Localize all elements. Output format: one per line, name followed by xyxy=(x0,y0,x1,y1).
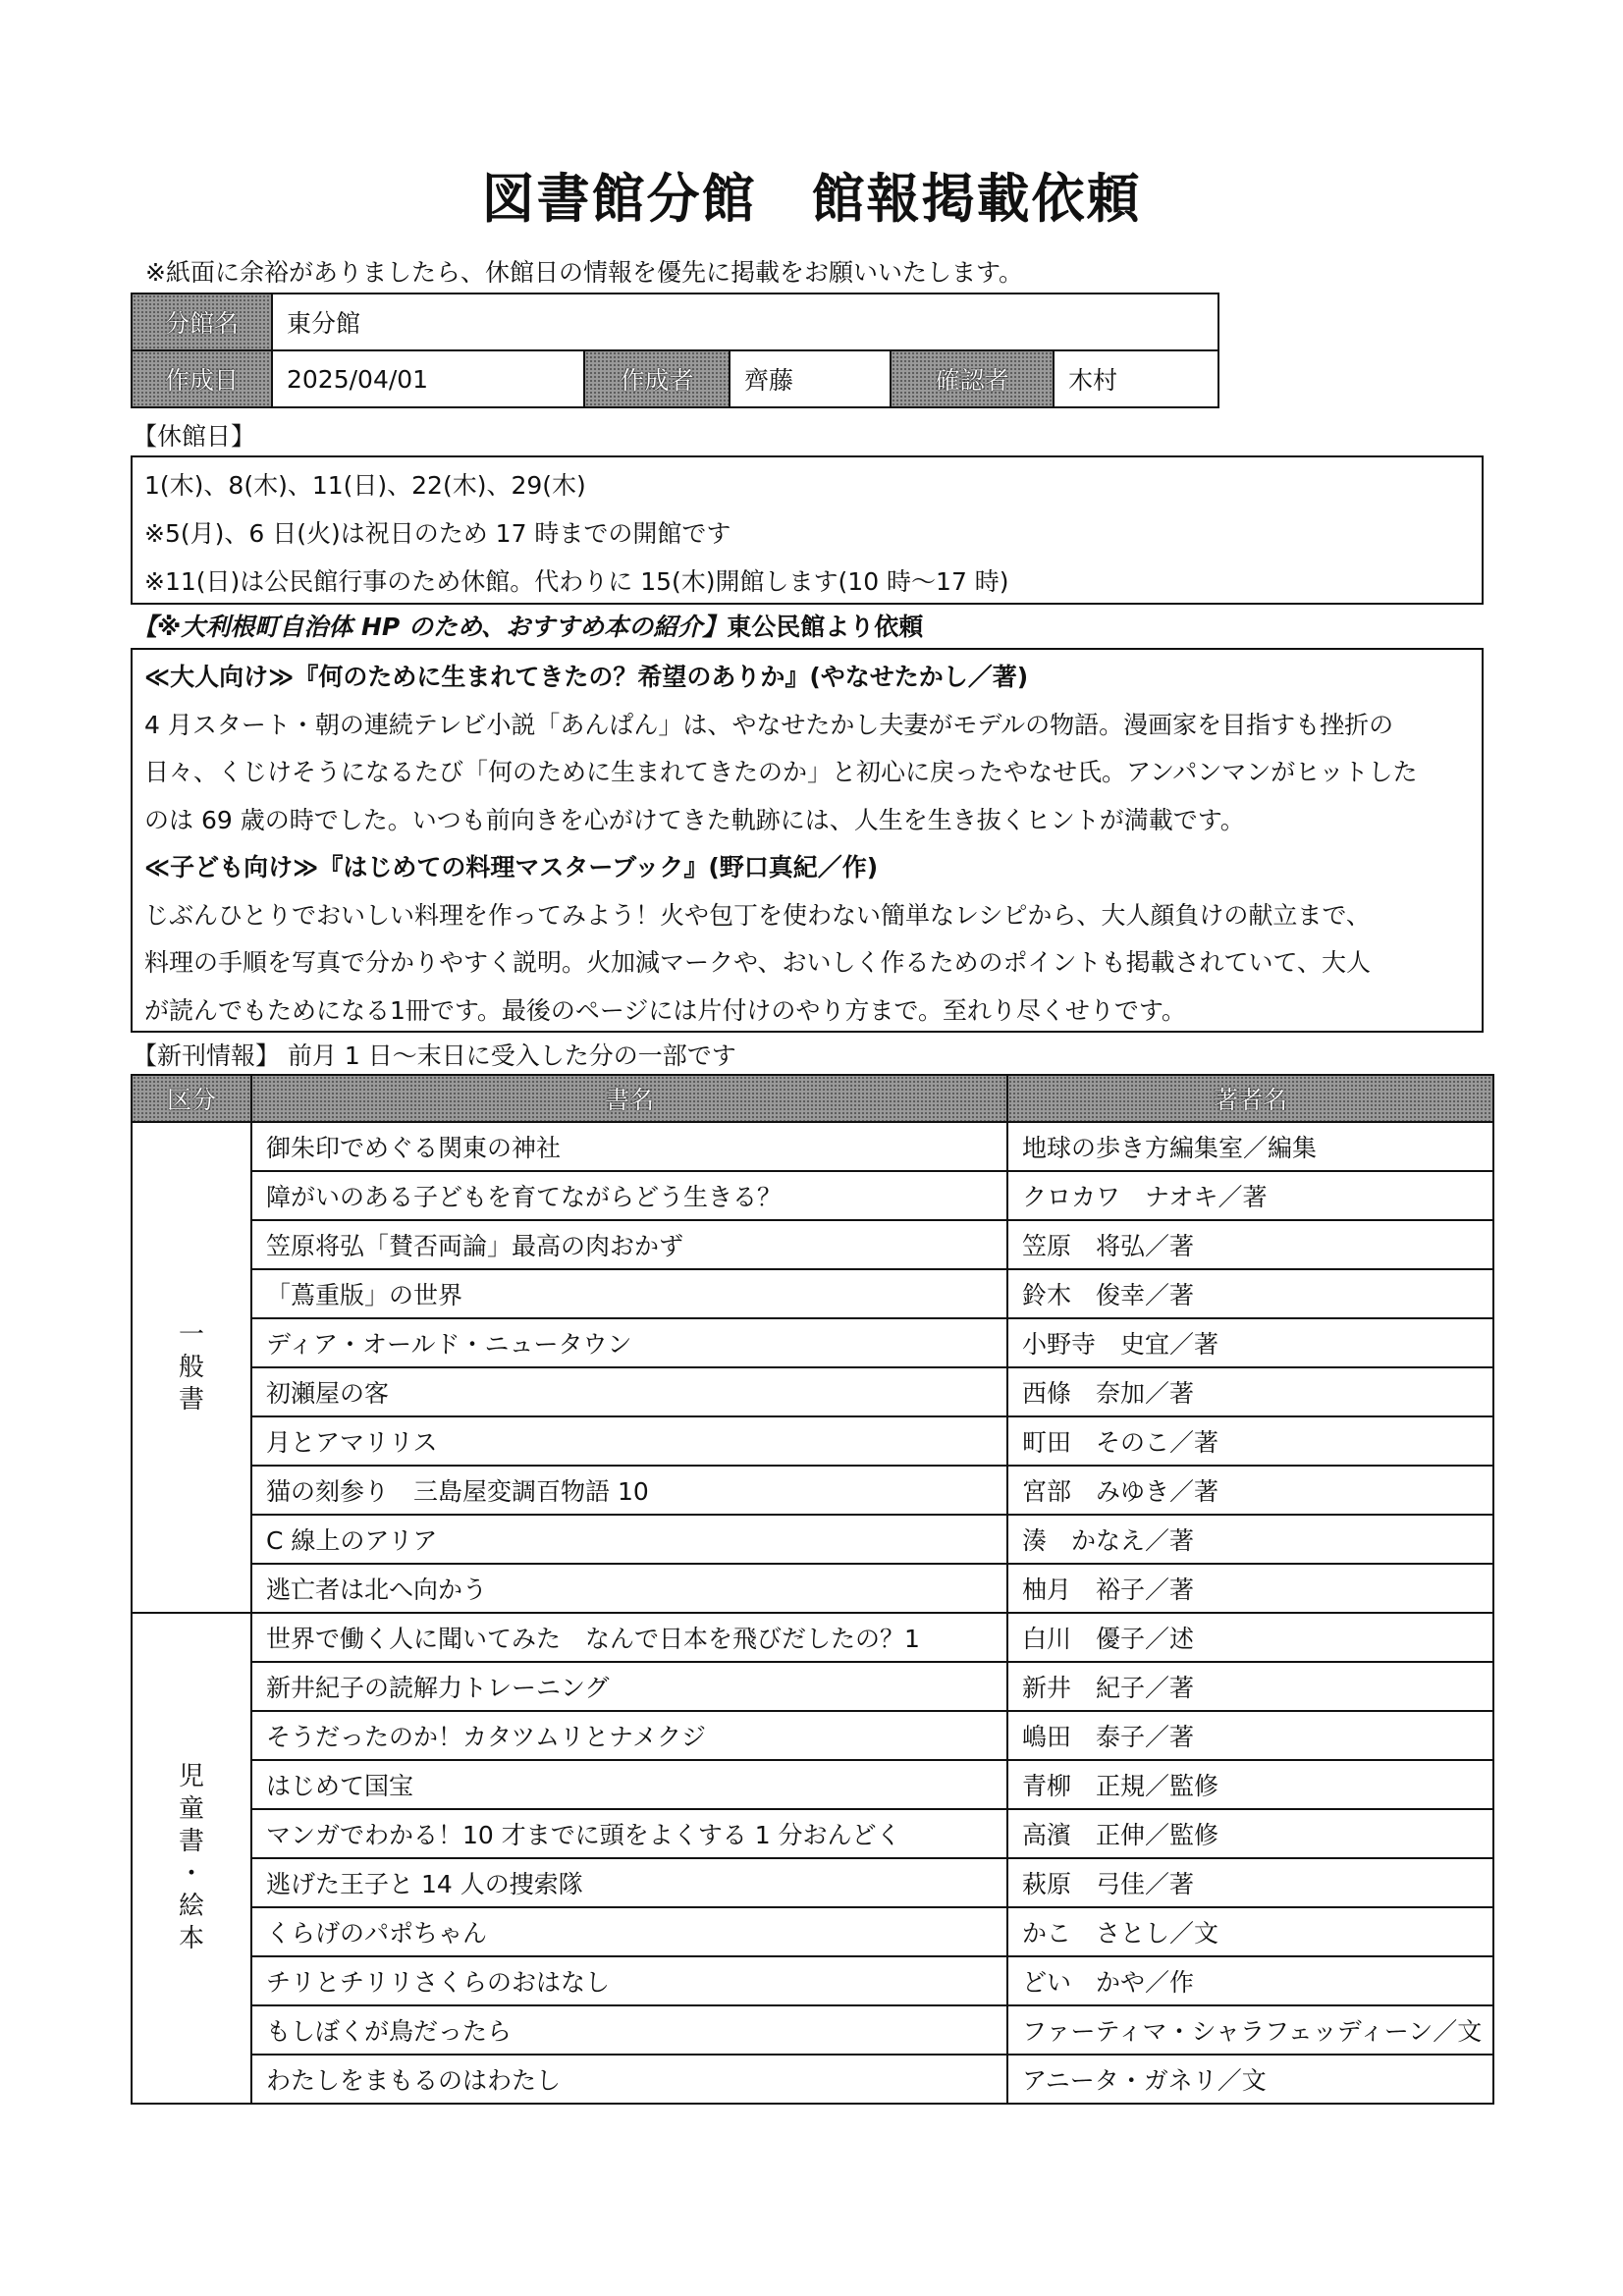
new-books-header-row xyxy=(132,1075,1493,1122)
table-row xyxy=(132,1662,1493,1711)
table-row xyxy=(132,1122,1493,1171)
book-title: 初瀬屋の客 xyxy=(251,1367,1007,1416)
book-title: 笠原将弘「賛否両論」最高の肉おかず xyxy=(251,1220,1007,1269)
table-row xyxy=(132,1858,1493,1907)
new-books-label: 【新刊情報】 前月 1 日～末日に受入した分の一部です xyxy=(133,1041,736,1070)
table-row xyxy=(132,1760,1493,1809)
book-author: 地球の歩き方編集室／編集 xyxy=(1007,1122,1493,1171)
category-char: 童 xyxy=(178,1794,204,1824)
table-row xyxy=(132,1956,1493,2005)
book-author: 高濱 正伸／監修 xyxy=(1007,1809,1493,1858)
date-value: 2025/04/01 xyxy=(272,350,584,407)
general-books-group xyxy=(132,1122,1493,1613)
col-category: 区分 xyxy=(132,1075,251,1122)
book-author: 萩原 弓佳／著 xyxy=(1007,1858,1493,1907)
child-text-line: じぶんひとりでおいしい料理を作ってみよう！火や包丁を使わない簡単なレシピから、大人顔負けの献立まで、 xyxy=(144,900,1371,930)
recommend-label-bold: 東公民館より依頼 xyxy=(727,613,924,641)
recommend-label-italic: 【※大利根町自治体 HP のため、おすすめ本の紹介】 xyxy=(133,613,728,641)
category-char: 書 xyxy=(178,1827,204,1856)
book-author: 柚月 裕子／著 xyxy=(1007,1564,1493,1613)
date-label: 作成日 xyxy=(132,350,272,407)
table-row xyxy=(132,1466,1493,1515)
table-row xyxy=(132,1367,1493,1416)
category-char: 本 xyxy=(178,1924,204,1953)
table-row xyxy=(132,1564,1493,1613)
book-title: もしぼくが鳥だったら xyxy=(251,2005,1007,2055)
new-books-table xyxy=(131,1074,1494,2105)
book-title: 逃げた王子と 14 人の捜索隊 xyxy=(251,1858,1007,1907)
category-char: 一 xyxy=(178,1319,204,1350)
book-author: 新井 紀子／著 xyxy=(1007,1662,1493,1711)
book-title: ディア・オールド・ニュータウン xyxy=(251,1318,1007,1367)
table-row xyxy=(132,1269,1493,1318)
table-row xyxy=(132,1711,1493,1760)
table-row xyxy=(132,1613,1493,1662)
header-row-branch xyxy=(132,294,1218,350)
page-title: 図書館分館 館報掲載依頼 xyxy=(481,168,1142,230)
book-author: どい かや／作 xyxy=(1007,1956,1493,2005)
closed-days-line: ※11(日)は公民館行事のため休館。代わりに 15(木)開館します(10 時～17 時) xyxy=(144,567,1009,596)
closed-days-line: 1(木)、8(木)、11(日)、22(木)、29(木) xyxy=(144,471,586,500)
book-title: C 線上のアリア xyxy=(251,1515,1007,1564)
child-text-line: 料理の手順を写真で分かりやすく説明。火加減マークや、おいしく作るためのポイントも掲載されていて、大人 xyxy=(144,948,1372,977)
branch-label: 分館名 xyxy=(132,294,272,350)
book-author: 鈴木 俊幸／著 xyxy=(1007,1269,1493,1318)
book-title: 新井紀子の読解力トレーニング xyxy=(251,1662,1007,1711)
table-row xyxy=(132,1318,1493,1367)
table-row xyxy=(132,1809,1493,1858)
book-author: 白川 優子／述 xyxy=(1007,1613,1493,1662)
book-author: かこ さとし／文 xyxy=(1007,1907,1493,1956)
category-char: 児 xyxy=(178,1762,204,1791)
category-general xyxy=(132,1122,251,1613)
checker-label: 確認者 xyxy=(891,350,1054,407)
header-info-table xyxy=(131,293,1219,408)
book-author: 小野寺 史宜／著 xyxy=(1007,1318,1493,1367)
book-title: マンガでわかる！10 才までに頭をよくする 1 分おんどく xyxy=(251,1809,1007,1858)
book-author: 嶋田 泰子／著 xyxy=(1007,1711,1493,1760)
book-title: わたしをまもるのはわたし xyxy=(251,2055,1007,2104)
category-char: 書 xyxy=(178,1384,204,1415)
branch-value: 東分館 xyxy=(272,294,1218,350)
book-title: 御朱印でめぐる関東の神社 xyxy=(251,1122,1007,1171)
children-books-group xyxy=(132,1613,1493,2104)
adult-text-line: 日々、くじけそうになるたび「何のために生まれてきたのか」と初心に戻ったやなせ氏。アンパンマンがヒットした xyxy=(144,758,1418,786)
category-char: 般 xyxy=(178,1352,204,1382)
book-author: ファーティマ・シャラフェッディーン／文 xyxy=(1007,2005,1493,2055)
book-title: 月とアマリリス xyxy=(251,1416,1007,1466)
book-title: はじめて国宝 xyxy=(251,1760,1007,1809)
book-author: クロカワ ナオキ／著 xyxy=(1007,1171,1493,1220)
book-author: アニータ・ガネリ／文 xyxy=(1007,2055,1493,2104)
table-row xyxy=(132,1171,1493,1220)
book-title: くらげのパポちゃん xyxy=(251,1907,1007,1956)
book-author: 湊 かなえ／著 xyxy=(1007,1515,1493,1564)
book-title: そうだったのか！カタツムリとナメクジ xyxy=(251,1711,1007,1760)
table-row xyxy=(132,1515,1493,1564)
table-row xyxy=(132,1907,1493,1956)
book-title: 逃亡者は北へ向かう xyxy=(251,1564,1007,1613)
table-row xyxy=(132,1220,1493,1269)
closed-days-label: 【休館日】 xyxy=(133,422,256,451)
closed-days-box xyxy=(131,455,1484,605)
adult-text-line: 4 月スタート・朝の連続テレビ小説「あんぱん」は、やなせたかし夫妻がモデルの物語。漫画家を目指すも挫折の xyxy=(144,710,1394,739)
category-char: ・ xyxy=(178,1859,204,1889)
adult-heading: ≪大人向け≫『何のために生まれてきたの？希望のありか』(やなせたかし／著) xyxy=(144,663,1029,691)
child-text-line: が読んでもためになる1冊です。最後のページには片付けのやり方まで。至れり尽くせりです。 xyxy=(144,995,1186,1025)
adult-text-line: のは 69 歳の時でした。いつも前向きを心がけてきた軌跡には、人生を生き抜くヒントが満載です。 xyxy=(144,805,1245,834)
author-value: 齊藤 xyxy=(730,350,891,407)
col-title: 書名 xyxy=(251,1075,1007,1122)
closed-days-line: ※5(月)、6 日(火)は祝日のため 17 時までの開館です xyxy=(144,519,731,548)
recommend-label xyxy=(133,608,923,643)
book-title: チリとチリリさくらのおはなし xyxy=(251,1956,1007,2005)
category-children xyxy=(132,1613,251,2104)
book-title: 世界で働く人に聞いてみた なんで日本を飛びだしたの？1 xyxy=(251,1613,1007,1662)
book-author: 笠原 将弘／著 xyxy=(1007,1220,1493,1269)
table-row xyxy=(132,1416,1493,1466)
book-author: 町田 そのこ／著 xyxy=(1007,1416,1493,1466)
book-title: 障がいのある子どもを育てながらどう生きる？ xyxy=(251,1171,1007,1220)
author-label: 作成者 xyxy=(584,350,730,407)
table-row xyxy=(132,2055,1493,2104)
book-title: 「蔦重版」の世界 xyxy=(251,1269,1007,1318)
checker-value: 木村 xyxy=(1054,350,1218,407)
category-char: 絵 xyxy=(178,1892,204,1921)
book-author: 西條 奈加／著 xyxy=(1007,1367,1493,1416)
child-heading: ≪子ども向け≫『はじめての料理マスターブック』(野口真紀／作) xyxy=(144,853,879,881)
recommend-box xyxy=(131,648,1484,1033)
book-author: 宮部 みゆき／著 xyxy=(1007,1466,1493,1515)
header-row-meta xyxy=(132,350,1218,407)
book-title: 猫の刻参り 三島屋変調百物語 10 xyxy=(251,1466,1007,1515)
book-author: 青柳 正規／監修 xyxy=(1007,1760,1493,1809)
table-row xyxy=(132,2005,1493,2055)
priority-note: ※紙面に余裕がありましたら、休館日の情報を優先に掲載をお願いいたします。 xyxy=(145,258,1023,287)
col-author: 著者名 xyxy=(1007,1075,1493,1122)
